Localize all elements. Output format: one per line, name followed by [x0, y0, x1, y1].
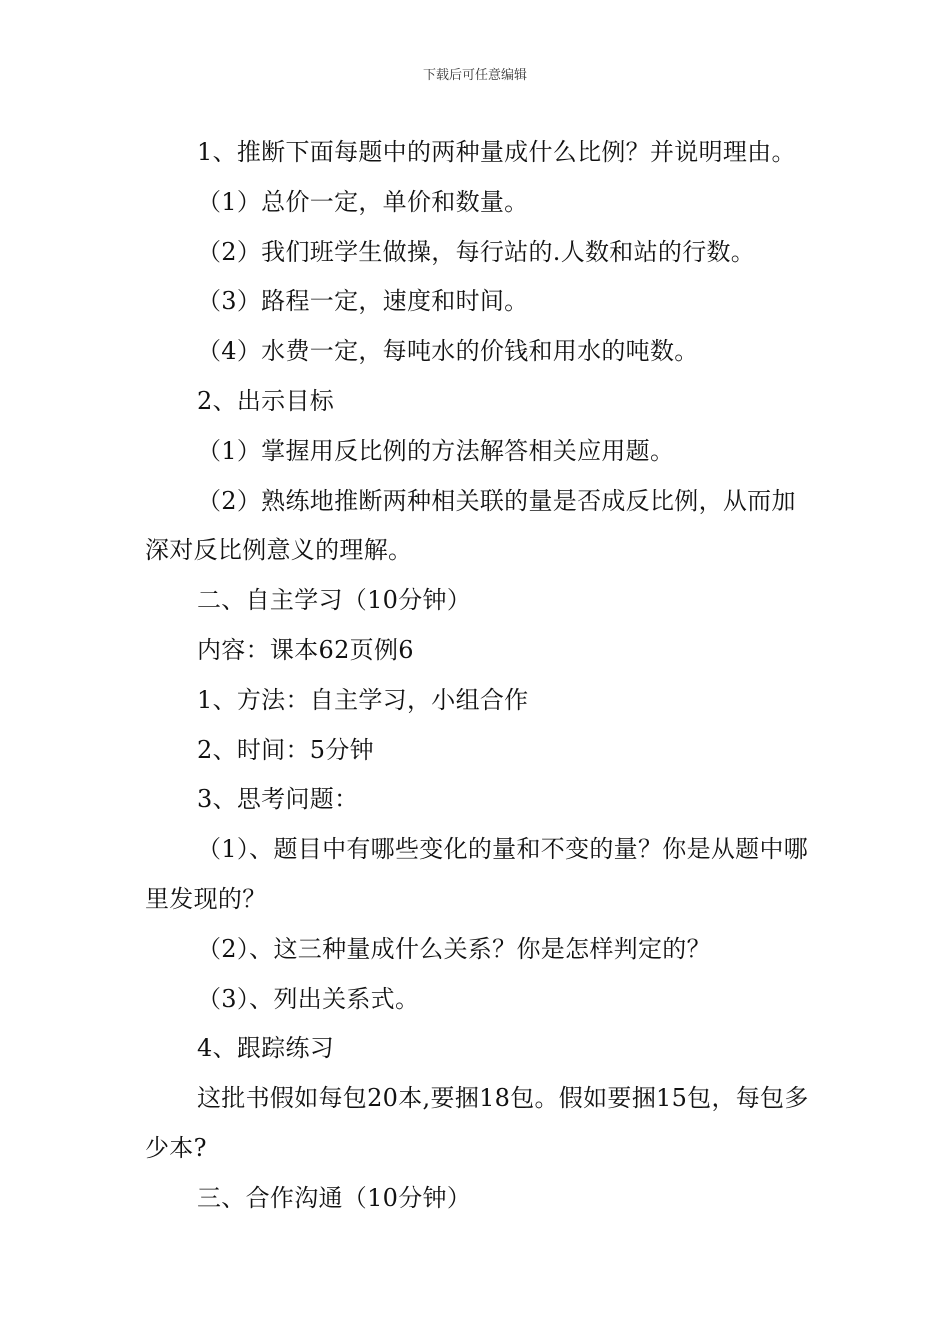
paragraph: （2）、这三种量成什么关系？你是怎样判定的？ [197, 934, 711, 963]
paragraph: 4、跟踪练习 [197, 1034, 335, 1063]
paragraph: （2）我们班学生做操，每行站的.人数和站的行数。 [197, 237, 756, 266]
paragraph: （3）、列出关系式。 [197, 984, 420, 1013]
paragraph: （1）掌握用反比例的方法解答相关应用题。 [197, 436, 675, 465]
document-body [145, 128, 810, 1224]
paragraph: 这批书假如每包20本,要捆18包。假如要捆15包，每包多少本? [145, 1084, 809, 1162]
paragraph: 内容：课本62页例6 [197, 635, 414, 664]
paragraph: 2、时间：5分钟 [197, 735, 374, 764]
section-heading: 三、合作沟通（10分钟） [197, 1183, 472, 1212]
paragraph: 3、思考问题： [197, 785, 359, 814]
paragraph: 1、方法：自主学习，小组合作 [197, 685, 529, 714]
paragraph: （1）总价一定，单价和数量。 [197, 187, 529, 216]
paragraph: 2、出示目标 [197, 386, 335, 415]
paragraph: （1）、题目中有哪些变化的量和不变的量？你是从题中哪里发现的？ [145, 835, 809, 913]
paragraph: （3）路程一定，速度和时间。 [197, 287, 529, 316]
paragraph: （2）熟练地推断两种相关联的量是否成反比例，从而加深对反比例意义的理解。 [145, 486, 796, 565]
paragraph: 1、推断下面每题中的两种量成什么比例？并说明理由。 [197, 138, 796, 166]
page-header: 下载后可任意编辑 [422, 68, 527, 83]
section-heading: 二、自主学习（10分钟） [197, 586, 472, 615]
paragraph: （4）水费一定，每吨水的价钱和用水的吨数。 [197, 337, 699, 366]
